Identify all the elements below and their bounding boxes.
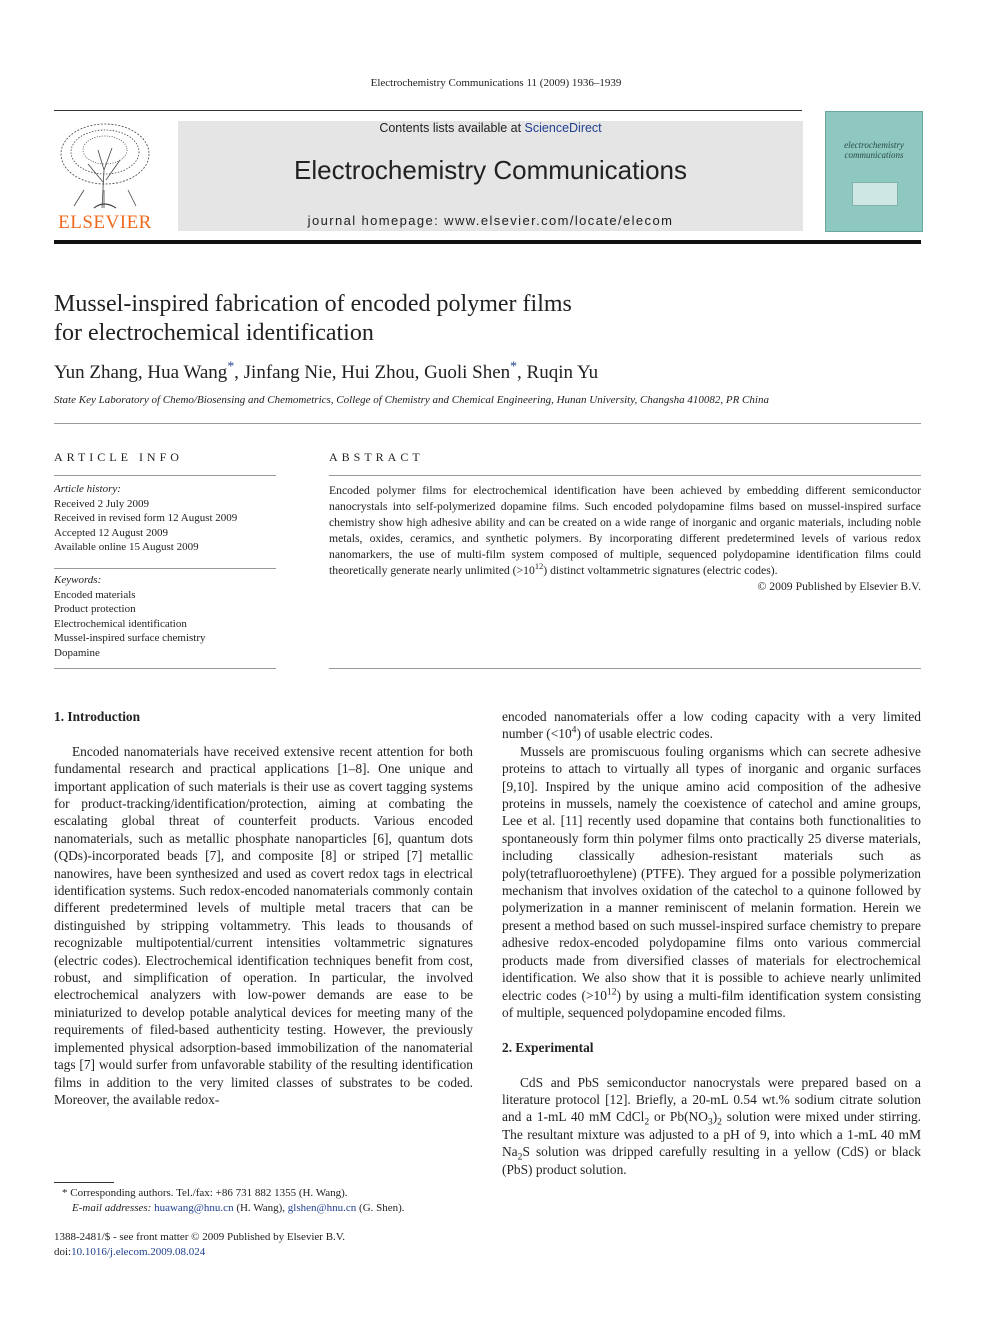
history-item: Received 2 July 2009 [54, 497, 150, 510]
experimental-paragraph [502, 1074, 921, 1178]
text: Mussels are promiscuous fouling organisms which can secrete adhesive proteins to attach to virtually all types of inorganic and organic surfaces [9,10]. Inspired by the unique amino acid composition of the adhesive proteins in mussels, namely the coexistence of catechol and amine groups, Lee et al. [11] recently used dopamine that contains both functionalities to spontaneously form thin polymer films onto practically 25 diverse materials, including classically adhesion-resistant materials such as poly(tetrafluoroethylene) (PTFE). They argued for a possible polymerization mechanism that involves oxidation of the catechol to a quinone followed by polymerization in a manner reminiscent of melanin formation. Herein we present a method based on such mussel-inspired surface chemistry to prepare adhesive redox-encoded polydopamine films onto various commercial products made from diversified classes of materials for electrochemical identification. We also show that it is possible to achieve nearly unlimited electric codes (>10 [502, 743, 921, 1003]
abstract-text: ) distinct voltammetric signatures (electric codes). [543, 564, 778, 577]
email-link-wang[interactable]: huawang@hnu.cn [154, 1201, 234, 1214]
author: Hua Wang [147, 362, 228, 383]
article-title [54, 290, 754, 348]
abstract-copyright: © 2009 Published by Elsevier B.V. [757, 580, 921, 593]
keywords-label: Keywords: [54, 574, 102, 586]
text: ) by using a multi-film identification system consisting of multiple, sequenced polydopamine encoded films. [502, 987, 921, 1020]
affiliation: State Key Laboratory of Chemo/Biosensing and Chemometrics, College of Chemistry and Chemical Engineering, Hunan University, Changsha 410082, PR China [54, 394, 769, 406]
author: Ruqin Yu [526, 362, 599, 383]
cover-title-1: electrochemistry [844, 140, 904, 150]
intro-continued-paragraph [502, 708, 921, 743]
journal-homepage[interactable]: journal homepage: www.elsevier.com/locate/elecom [307, 213, 674, 228]
title-line-2: for electrochemical identification [54, 320, 374, 346]
abstract-text: Encoded polymer films for electrochemical identification have been achieved by embedding different semiconductor nanocrystals into self-polymerized dopamine films. Such encoded polydopamine films based on mussel-inspired surface chemistry show high adhesive ability and can be created on a wide range of inorganic and organic materials, including noble metals, oxides, ceramics, and synthetic polymers. By incorporating different predetermined levels of various redox nanomarkers, the use of multi-film system composed of multiple, sequenced polydopamine identification films could theoretically generate nearly unlimited (>10 [329, 484, 921, 577]
text: solution were mixed under stirring. The resultant mixture was adjusted to a pH of 9, into which a 1-mL 40 mM Na [502, 1109, 921, 1160]
doi-line [54, 1245, 484, 1260]
keyword: Dopamine [54, 646, 100, 659]
superscript: 4 [571, 724, 577, 736]
divider [54, 668, 276, 669]
text: S solution was dripped carefully resulting in a yellow (CdS) or black (PbS) product solution. [502, 1144, 921, 1177]
footnote-rule [54, 1182, 114, 1183]
author: Guoli Shen [424, 362, 511, 383]
intro-paragraph: Encoded nanomaterials have received extensive recent attention for both fundamental research and practical applications [1–8]. One unique and important application of such materials is their use as covert tagging systems for product-tracking/identification/protection, aiming at combating the escalating global threat of counterfeit products. Various encoded nanomaterials, such as metallic phosphate nanoparticles [6], quantum dots (QDs)-incorporated beads [7], and composite [8] or striped [7] metallic nanowires, have been synthesized and used as covert redox tags in electrical identification systems. Such redox-encoded nanomaterials commonly contain different predetermined levels of multiple metal tracers that can be distinguished by stripping voltammetry. This leads to thousands of recognizable multipotential/current intensities voltammetric signatures (electric codes). Electrochemical identification techniques benefit from cost, robust, and simplification of operation. In particular, the involved electrochemical analyzers with low-power demands are ease to be miniaturized to develop potable analytical devices for meeting many of the requirements of filed-based authenticity testing. However, the previously implemented physical adsorption-based immobilization of the nanomaterial tags [7] would surfer from unfavorable stability of the resulting identification films in addition to the very limited classes of substrates to be coded. Moreover, the available redox- [54, 743, 473, 1107]
mussels-paragraph [502, 743, 921, 1022]
corresponding-mark[interactable]: * [227, 358, 235, 374]
text: ) of usable electric codes. [576, 726, 713, 742]
doi-label: doi: [54, 1245, 72, 1258]
author: Hui Zhou [341, 362, 415, 383]
journal-citation: Electrochemistry Communications 11 (2009) 1936–1939 [370, 77, 622, 89]
doi-link[interactable]: 10.1016/j.elecom.2009.08.024 [71, 1245, 206, 1258]
text: encoded nanomaterials offer a low coding capacity with a very limited number (<10 [502, 709, 921, 742]
header-thick-rule [54, 240, 921, 244]
article-info-caption: ARTICLE INFO [54, 450, 183, 464]
issn-line: 1388-2481/$ - see front matter © 2009 Published by Elsevier B.V. [54, 1231, 346, 1243]
publisher-wordmark: ELSEVIER [58, 212, 152, 233]
top-rule [54, 110, 802, 111]
history-label: Article history: [54, 483, 121, 495]
subscript: 3 [707, 1116, 713, 1128]
author: Yun Zhang [54, 362, 138, 383]
superscript: 12 [534, 561, 544, 572]
divider [54, 568, 276, 569]
text: (H. Wang), [233, 1201, 288, 1214]
subscript: 2 [517, 1151, 523, 1163]
email-link-shen[interactable]: glshen@hnu.cn [287, 1201, 357, 1214]
email-label: E-mail addresses: [72, 1201, 152, 1214]
tree-icon [54, 120, 156, 212]
text: or Pb(NO [649, 1109, 708, 1125]
front-matter [54, 1230, 484, 1259]
section-heading-introduction: 1. Introduction [54, 709, 141, 724]
subscript: 2 [644, 1116, 650, 1128]
keywords [54, 573, 276, 660]
keyword: Mussel-inspired surface chemistry [54, 632, 206, 644]
divider [54, 423, 921, 424]
journal-name: Electrochemistry Communications [293, 155, 687, 185]
section-heading-experimental: 2. Experimental [502, 1039, 594, 1055]
contents-prefix: Contents lists available at [379, 121, 525, 135]
superscript: 12 [606, 986, 617, 998]
body-left-column [54, 708, 473, 1108]
sciencedirect-link[interactable]: ScienceDirect [524, 121, 602, 135]
text: ) [712, 1109, 718, 1125]
subscript: 2 [717, 1116, 722, 1128]
article-history [54, 482, 276, 555]
divider [329, 475, 921, 476]
cover-title-2: communications [844, 150, 904, 160]
email-footnote [54, 1201, 484, 1216]
text: (G. Shen). [356, 1201, 405, 1214]
history-item: Available online 15 August 2009 [54, 541, 199, 553]
abstract-body [329, 483, 921, 595]
divider [54, 475, 276, 476]
history-item: Accepted 12 August 2009 [54, 526, 168, 539]
text: CdS and PbS semiconductor nanocrystals were prepared based on a literature protocol [12]. Briefly, a 20-mL 0.54 wt.% sodium citrate solution and a 1-mL 40 mM CdCl [502, 1074, 921, 1125]
keyword: Product protection [54, 603, 136, 615]
body-right-column [502, 708, 921, 1178]
divider [329, 668, 921, 669]
contents-line [178, 121, 803, 135]
corresponding-mark[interactable]: * [510, 358, 518, 374]
footnote [54, 1186, 484, 1215]
keyword: Encoded materials [54, 588, 136, 601]
title-line-1: Mussel-inspired fabrication of encoded polymer films [54, 291, 572, 317]
history-item: Received in revised form 12 August 2009 [54, 512, 238, 524]
abstract-caption: ABSTRACT [329, 450, 424, 464]
keyword: Electrochemical identification [54, 617, 187, 630]
journal-cover-image [825, 111, 923, 232]
author: Jinfang Nie [243, 362, 332, 383]
author-list: Yun Zhang, Hua Wang*, Jinfang Nie, Hui Zhou, Guoli Shen*, Ruqin Yu [54, 358, 599, 383]
corresponding-footnote: * Corresponding authors. Tel./fax: +86 731 882 1355 (H. Wang). [62, 1187, 348, 1199]
